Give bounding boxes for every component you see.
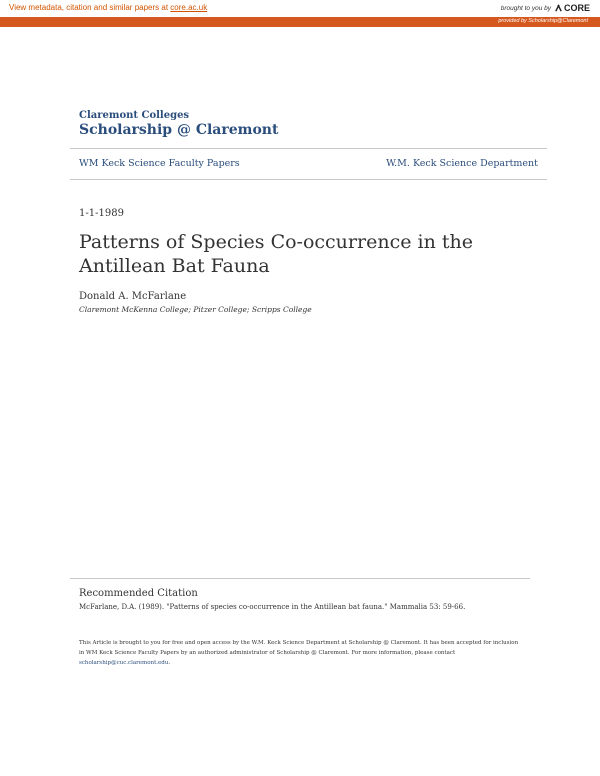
author-name: Donald A. McFarlane [79,291,187,302]
core-metadata-text: View metadata, citation and similar papers at [9,3,171,12]
author-affiliation: Claremont McKenna College; Pitzer College; Scripps College [79,305,312,314]
core-banner [0,0,600,17]
department-link[interactable]: W.M. Keck Science Department [386,158,538,169]
core-provided-bar [0,17,600,27]
core-logo-icon [554,4,563,13]
core-link[interactable]: core.ac.uk [170,3,208,12]
citation-text: McFarlane, D.A. (1989). "Patterns of species co-occurrence in the Antillean bat fauna." Mammalia 53: 59-66. [79,603,466,611]
core-brand[interactable] [501,3,590,13]
institution-name: Claremont Colleges [79,110,190,121]
contact-email-link[interactable]: scholarship@cuc.claremont.edu [79,660,169,666]
repository-name[interactable]: Scholarship @ Claremont [79,122,279,138]
core-metadata-link-row [9,3,207,12]
publication-date: 1-1-1989 [79,208,124,219]
collection-link[interactable]: WM Keck Science Faculty Papers [79,158,240,169]
provided-by-text[interactable]: provided by Scholarship@Claremont [498,18,588,24]
divider-bottom [70,179,547,180]
article-title: Patterns of Species Co-occurrence in the Antillean Bat Fauna [79,231,473,277]
access-notice [79,638,519,668]
core-logo[interactable] [554,3,590,13]
core-logo-text: CORE [563,3,590,13]
notice-text: This Article is brought to you for free and open access by the W.M. Keck Science Department at Scholarship @ Claremont. It has been accepted for inclusion in WM Keck Science Faculty Papers by an authorized administrator of Scholarship @ Claremont. For more information, please contact [79,640,519,656]
brought-by-text: brought to you by [500,4,551,12]
divider-top [70,148,547,149]
citation-divider [70,578,530,579]
citation-heading: Recommended Citation [79,588,198,599]
notice-end: . [168,660,171,666]
